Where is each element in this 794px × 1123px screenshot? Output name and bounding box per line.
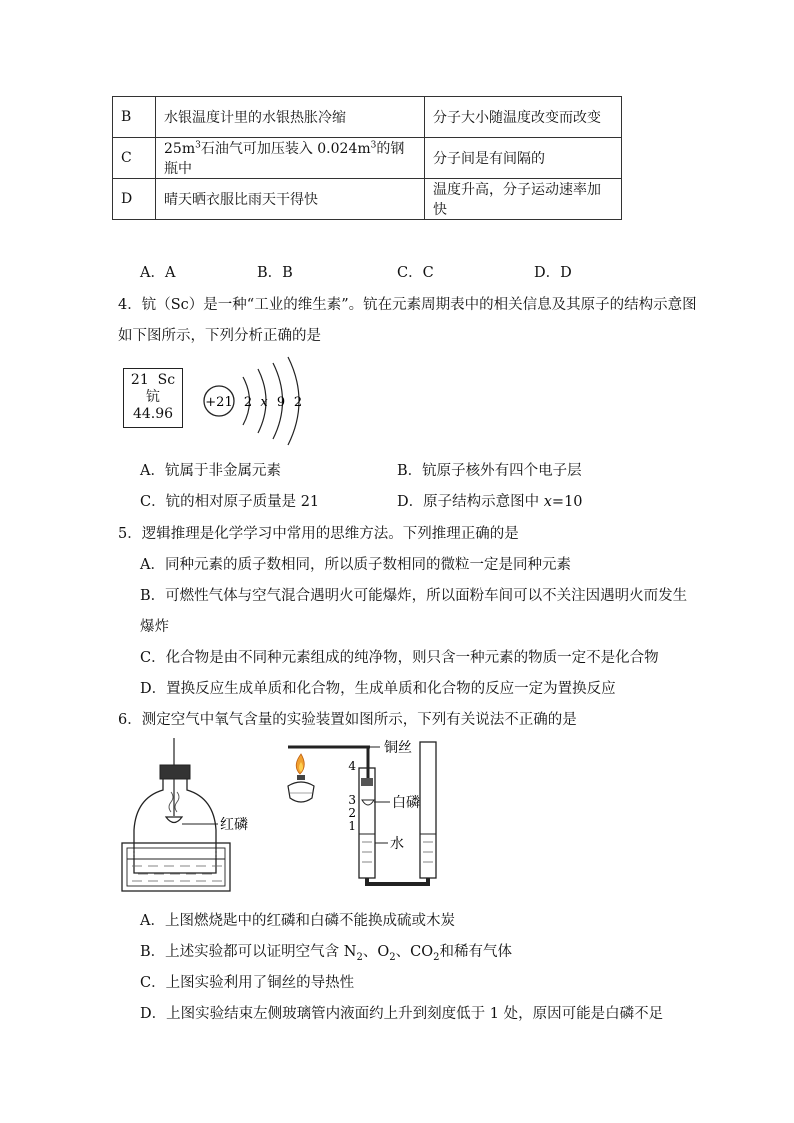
q5-choice-b[interactable]: B．可燃性气体与空气混合遇明火可能爆炸，所以面粉车间可以不关注因遇明火而发生 — [140, 588, 688, 604]
left-tube-stopper — [361, 778, 373, 786]
smoke-curl-1 — [169, 792, 173, 812]
table-row — [113, 97, 622, 138]
atomic-mass: 44.96 — [132, 406, 174, 422]
scale-mark-4: 4 — [348, 759, 356, 773]
alcohol-lamp — [288, 782, 314, 802]
q5-choice-d[interactable]: D．置换反应生成单质和化合物，生成单质和化合物的反应一定为置换反应 — [140, 681, 616, 697]
water-trough — [122, 843, 230, 891]
q4-choice-d[interactable]: D．原子结构示意图中 x=10 — [397, 494, 583, 510]
white-p-spoon — [362, 800, 374, 805]
q3-choice-d[interactable]: D．D — [534, 265, 572, 281]
row-fact: 晴天晒衣服比雨天干得快 — [156, 179, 425, 220]
water-label: 水 — [390, 836, 404, 852]
q4-choice-b[interactable]: B．钪原子核外有四个电子层 — [397, 463, 582, 479]
smoke-curl-2 — [175, 792, 179, 812]
red-phosphorus-label: 红磷 — [220, 817, 248, 833]
table-row — [113, 138, 622, 179]
q6-choice-d[interactable]: D．上图实验结束左侧玻璃管内液面约上升到刻度低于 1 处，原因可能是白磷不足 — [140, 1006, 664, 1022]
options-table — [112, 96, 622, 220]
element-name: 钪 — [146, 389, 160, 405]
q3-choice-c[interactable]: C．C — [397, 265, 434, 281]
table-row — [113, 179, 622, 220]
scale-mark-3: 3 — [348, 793, 356, 807]
q3-choice-b[interactable]: B．B — [257, 265, 293, 281]
shell-2-count: x — [260, 395, 268, 410]
trough-inner — [127, 848, 225, 886]
element-symbol: Sc — [157, 372, 176, 388]
row-explanation: 分子大小随温度改变而改变 — [425, 97, 622, 138]
q5-choice-a[interactable]: A．同种元素的质子数相同，所以质子数相同的微粒一定是同种元素 — [140, 557, 571, 573]
row-explanation: 分子间是有间隔的 — [425, 138, 622, 179]
right-glass-tube — [420, 742, 436, 878]
scale-mark-2: 2 — [348, 806, 356, 820]
q6-choice-a[interactable]: A．上图燃烧匙中的红磷和白磷不能换成硫或木炭 — [140, 913, 455, 929]
row-explanation: 温度升高，分子运动速率加快 — [425, 179, 622, 220]
bell-jar-apparatus — [118, 738, 278, 896]
q5-choice-c[interactable]: C．化合物是由不同种元素组成的纯净物，则只含一种元素的物质一定不是化合物 — [140, 650, 659, 666]
row-letter: B — [113, 97, 156, 138]
shell-3-count: 9 — [276, 395, 286, 410]
q3-choice-a[interactable]: A．A — [140, 265, 176, 281]
shell-1-count: 2 — [243, 395, 253, 410]
q4-choice-c[interactable]: C．钪的相对原子质量是 21 — [140, 494, 320, 510]
q5-stem: 5．逻辑推理是化学学习中常用的思维方法。下列推理正确的是 — [118, 526, 519, 542]
row-letter: D — [113, 179, 156, 220]
scale-mark-1: 1 — [348, 819, 356, 833]
q4-stem-line2: 如下图所示，下列分析正确的是 — [118, 328, 321, 344]
q4-stem-line1: 4．钪（Sc）是一种“工业的维生素”。钪在元素周期表中的相关信息及其原子的结构示意图 — [118, 297, 697, 313]
lamp-wick — [297, 775, 305, 780]
q6-choice-b[interactable]: B．上述实验都可以证明空气含 $N_2$、$O_2$、$CO_2$和稀有气体 — [140, 944, 512, 963]
nucleus-charge: +21 — [205, 395, 233, 410]
combustion-spoon — [166, 817, 182, 823]
shell-4-count: 2 — [293, 395, 303, 410]
atomic-number: 21 — [130, 372, 149, 388]
copper-wire-apparatus — [280, 738, 470, 890]
periodic-element-box — [123, 368, 183, 428]
rubber-tube — [367, 878, 428, 884]
q6-stem: 6．测定空气中氧气含量的实验装置如图所示，下列有关说法不正确的是 — [118, 712, 577, 728]
row-fact: 水银温度计里的水银热胀冷缩 — [156, 97, 425, 138]
row-letter: C — [113, 138, 156, 179]
q5-choice-b-cont: 爆炸 — [140, 619, 169, 635]
copper-wire-label: 铜丝 — [384, 740, 412, 756]
rubber-stopper — [160, 765, 190, 779]
q4-choice-a[interactable]: A．钪属于非金属元素 — [140, 463, 281, 479]
atomic-structure-diagram — [198, 355, 318, 447]
white-phosphorus-label: 白磷 — [392, 795, 420, 811]
row-fact: $25m^3$石油气可加压装入 $0.024m^3$的钢瓶中 — [156, 138, 425, 179]
q6-choice-c[interactable]: C．上图实验利用了铜丝的导热性 — [140, 975, 355, 991]
